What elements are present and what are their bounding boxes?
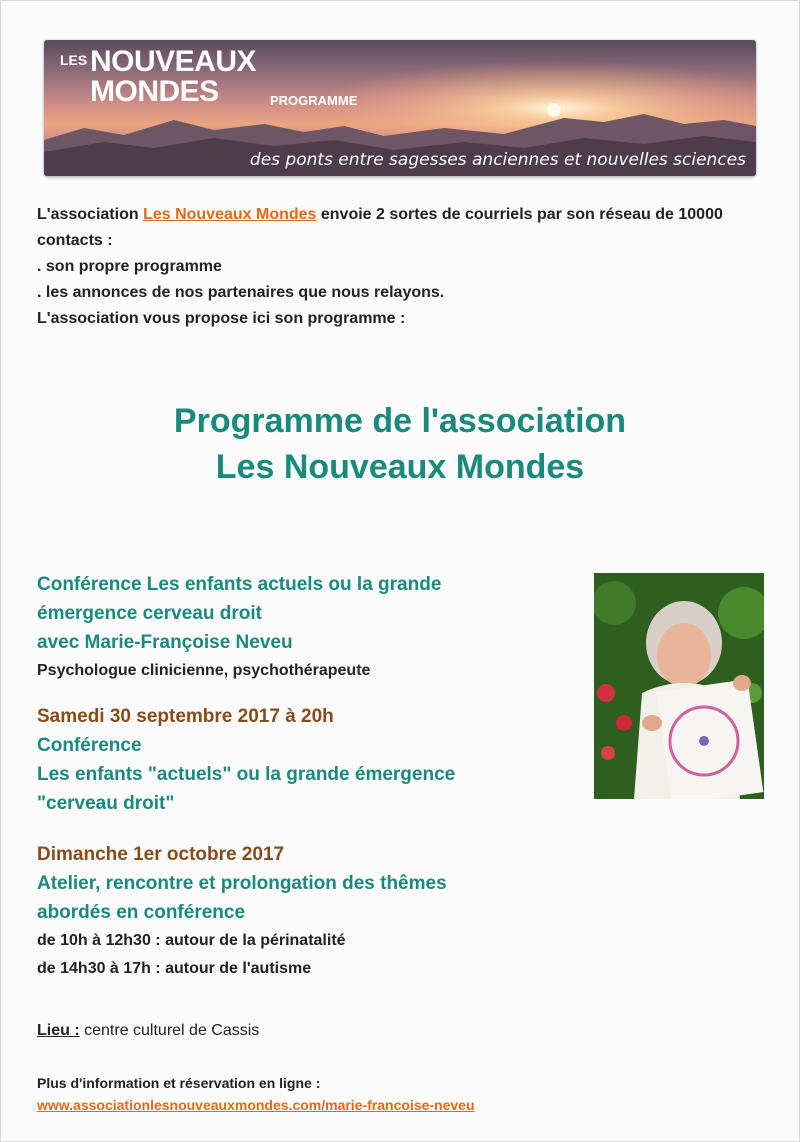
page-title-line-1: Programme de l'association [173,402,627,440]
intro-line-4: L'association vous propose ici son programme : [37,310,406,327]
intro-line-1-pre: L'association [37,206,144,223]
intro-line-1-post: envoie 2 sortes de courriels par son réseau de 10000 contacts : [37,206,723,249]
event-speaker: avec Marie-Françoise Neveu [37,632,293,653]
reservation-link[interactable]: www.associationlesnouveauxmondes.com/marie-francoise-neveu [37,1097,475,1113]
event-date-2: Dimanche 1er octobre 2017 [37,844,285,865]
intro-line-3: . les annonces de nos partenaires que nous relayons. [37,284,445,301]
event-date-2-title-1: Atelier, rencontre et prolongation des thêmes [37,873,447,894]
association-link[interactable]: Les Nouveaux Mondes [143,206,317,223]
event-slot-1: de 10h à 12h30 : autour de la périnatalité [37,932,346,949]
logo-les: LES [60,52,88,68]
event-date-1-title-1: Les enfants "actuels" ou la grande émergence [37,764,456,785]
banner-tagline: des ponts entre sagesses anciennes et nouvelles sciences [249,150,746,170]
more-info [37,1072,475,1116]
event-date-1-title-2: "cerveau droit" [37,793,175,814]
intro-text [37,202,767,332]
event-slot-2: de 14h30 à 17h : autour de l'autisme [37,960,312,977]
page-title-line-2: Les Nouveaux Mondes [215,448,585,486]
speaker-profession: Psychologue clinicienne, psychothérapeute [37,662,371,679]
event-date-2-title-2: abordés en conférence [37,902,246,923]
event-heading-2: émergence cerveau droit [37,603,262,624]
event-date-1-type: Conférence [37,735,142,756]
event-section [37,570,577,983]
more-info-label: Plus d'information et réservation en ligne : [37,1075,321,1091]
speaker-photo [594,573,764,799]
page-title [0,398,800,490]
intro-line-1 [37,202,767,254]
location-value: centre culturel de Cassis [79,1022,260,1039]
location [37,1022,259,1040]
logo-programme: PROGRAMME [270,93,358,108]
logo-nouveaux: NOUVEAUX [90,45,257,78]
event-heading-1: Conférence Les enfants actuels ou la grande [37,574,442,595]
event-date-1: Samedi 30 septembre 2017 à 20h [37,706,334,727]
logo-mondes: MONDES [90,75,219,108]
location-label: Lieu : [37,1022,80,1039]
intro-line-2: . son propre programme [37,258,222,275]
header-banner [44,40,756,176]
